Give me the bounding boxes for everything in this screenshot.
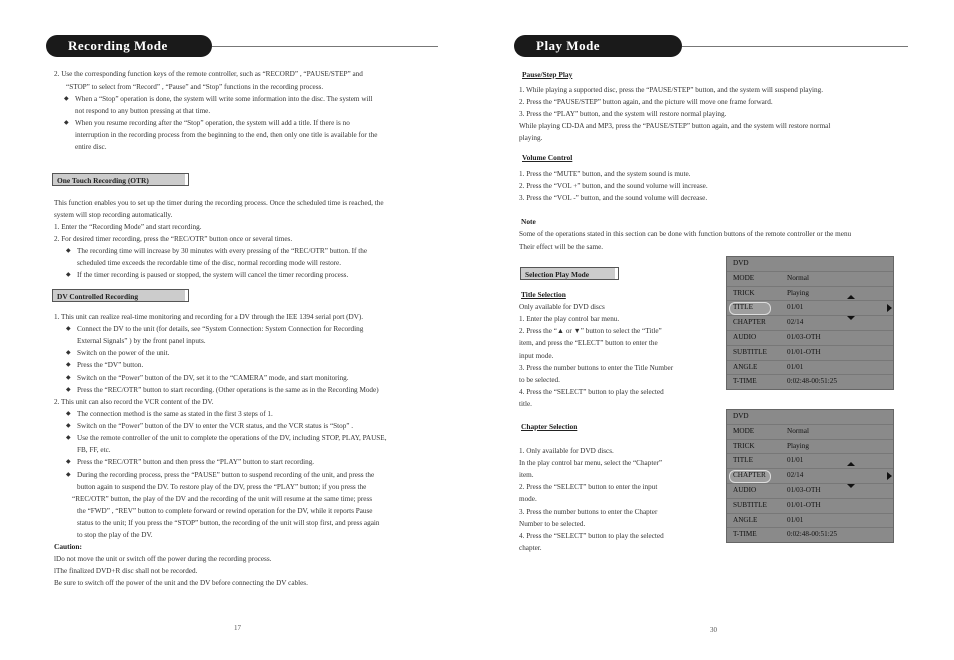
selection-heading: Selection Play Mode xyxy=(525,270,590,279)
para-line: 2. Use the corresponding function keys of the remote controller, such as “RECORD” , “PAUSE/STEP” and xyxy=(54,70,363,78)
para-line: 2. Press the “PAUSE/STEP” button again, and the picture will move one frame forward. xyxy=(519,98,773,106)
osd-row: DVD xyxy=(727,410,893,425)
para-line: Only available for DVD discs xyxy=(519,303,605,311)
right-arrow-icon xyxy=(887,304,892,312)
para-line: button again to suspend the DV. To restore play of the DV, press the “PLAY” button; if you press the xyxy=(77,483,367,491)
para-line: input mode. xyxy=(519,352,554,360)
para-line: 1. Enter the play control bar menu. xyxy=(519,315,620,323)
para-line: 1. Press the “MUTE” button, and the system sound is mute. xyxy=(519,170,691,178)
bullet-line: ◆ Press the “REC/OTR” button and then press the “PLAY” button to start recording. xyxy=(77,457,314,467)
otr-heading-box xyxy=(52,173,189,186)
para-line: chapter. xyxy=(519,544,542,552)
para-line: 3. Press the number buttons to enter the Chapter xyxy=(519,508,658,516)
para-line: item. xyxy=(519,471,534,479)
title-rule xyxy=(682,46,908,47)
para-line: entire disc. xyxy=(75,143,107,151)
osd-row: MODE Normal xyxy=(727,272,893,287)
para-line: External Signals” ) by the front panel inputs. xyxy=(77,337,206,345)
bullet-line: ◆ Switch on the “Power” button of the DV to enter the VCR status, and the VCR status is “Stop” . xyxy=(77,421,353,431)
caution-line: Be sure to switch off the power of the unit and the DV before connecting the DV cables. xyxy=(54,579,308,587)
para-line: to be selected. xyxy=(519,376,560,384)
down-arrow-icon xyxy=(847,316,855,320)
para-line: “REC/OTR” button, the play of the DV and the recording of the unit will resume at the same time; press xyxy=(72,495,373,503)
osd-row: ANGLE 01/01 xyxy=(727,514,893,529)
pause-heading: Pause/Step Play xyxy=(522,70,573,79)
para-line: 1. Enter the “Recording Mode” and start recording. xyxy=(54,223,202,231)
page-number: 17 xyxy=(234,624,241,632)
para-line: playing. xyxy=(519,134,543,142)
osd-row: AUDIO 01/03-OTH xyxy=(727,331,893,346)
page-title: Recording Mode xyxy=(68,38,168,53)
para-line: 2. Press the “SELECT” button to enter the input xyxy=(519,483,658,491)
bullet-line: ◆ Switch on the power of the unit. xyxy=(77,348,169,358)
para-line: not respond to any button pressing at that time. xyxy=(75,107,211,115)
osd-row: TRICK Playing xyxy=(727,287,893,302)
para-line: 3. Press the “PLAY” button, and the system will restore normal playing. xyxy=(519,110,727,118)
para-line: 2. For desired timer recording, press the “REC/OTR” button once or several times. xyxy=(54,235,293,243)
right-arrow-icon xyxy=(887,472,892,480)
para-line: 4. Press the “SELECT” button to play the selected xyxy=(519,532,664,540)
osd-row-selected[interactable]: TITLE 01/01 xyxy=(727,301,893,316)
osd-panel-chapter-selection xyxy=(726,409,894,543)
bullet-line: ◆ During the recording process, press the “PAUSE” button to suspend recording of the unit, and press the xyxy=(77,470,374,480)
para-line: This function enables you to set up the timer during the recording process. Once the scheduled time is reached, the xyxy=(54,199,384,207)
para-line: FB, FF, etc. xyxy=(77,446,111,454)
bullet-line: ◆ When a “Stop” operation is done, the system will write some information into the disc. The system will xyxy=(75,94,373,104)
osd-row: SUBTITLE 01/01-OTH xyxy=(727,346,893,361)
para-line: 2. Press the “VOL +” button, and the sound volume will increase. xyxy=(519,182,708,190)
dv-heading: DV Controlled Recording xyxy=(57,292,139,301)
para-line: Number to be selected. xyxy=(519,520,586,528)
bullet-line: ◆ The recording time will increase by 30 minutes with every pressing of the “REC/OTR” button. If the xyxy=(77,246,367,256)
para-line: 3. Press the “VOL -” button, and the sound volume will decrease. xyxy=(519,194,708,202)
para-line: to stop the play of the DV. xyxy=(77,531,153,539)
osd-row: TRICK Playing xyxy=(727,440,893,455)
osd-row: DVD xyxy=(727,257,893,272)
osd-row: TITLE 01/01 xyxy=(727,454,893,469)
para-line: mode. xyxy=(519,495,537,503)
para-line: “STOP” to select from “Record” , “Pause” and “Stop” functions in the recording process. xyxy=(66,83,324,91)
bullet-line: ◆ Use the remote controller of the unit to complete the operations of the DV, including STOP, PLAY, PAUSE, xyxy=(77,433,387,443)
para-line: 2. This unit can also record the VCR content of the DV. xyxy=(54,398,214,406)
up-arrow-icon xyxy=(847,295,855,299)
bullet-line: ◆ Press the “REC/OTR” button to start recording. (Other operations is the same as in the Recording Mode) xyxy=(77,385,379,395)
para-line: Some of the operations stated in this section can be done with function buttons of the remote controller or the menu xyxy=(519,230,852,238)
osd-row: AUDIO 01/03-OTH xyxy=(727,484,893,499)
caution-heading: Caution: xyxy=(54,542,82,551)
up-arrow-icon xyxy=(847,462,855,466)
osd-row: T-TIME 0:02:48-00:51:25 xyxy=(733,530,837,539)
osd-row: ANGLE 01/01 xyxy=(727,361,893,376)
osd-row: CHAPTER 02/14 xyxy=(727,316,893,331)
bullet-line: ◆ Press the “DV” button. xyxy=(77,360,143,370)
para-line: title. xyxy=(519,400,532,408)
para-line: While playing CD-DA and MP3, press the “PAUSE/STEP” button again, and the system will restore normal xyxy=(519,122,831,130)
para-line: 1. While playing a supported disc, press the “PAUSE/STEP” button, and the system will suspend playing. xyxy=(519,86,824,94)
bullet-line: ◆ Connect the DV to the unit (for details, see “System Connection: System Connection for Recording xyxy=(77,324,363,334)
chapter-selection-heading: Chapter Selection xyxy=(521,422,578,431)
para-line: Their effect will be the same. xyxy=(519,243,604,251)
bullet-line: ◆ Switch on the “Power” button of the DV, set it to the “CAMERA” mode, and start monitoring. xyxy=(77,373,349,383)
page-number: 30 xyxy=(710,626,717,634)
para-line: interruption in the recording process from the beginning to the end, then only one title is available for the xyxy=(75,131,378,139)
recording-mode-banner xyxy=(46,35,212,57)
bullet-line: ◆ When you resume recording after the “Stop” operation, the system will add a title. If there is no xyxy=(75,118,350,128)
dv-heading-box xyxy=(52,289,189,302)
caution-line: lDo not move the unit or switch off the power during the recording process. xyxy=(54,555,272,563)
title-rule xyxy=(212,46,438,47)
play-mode-banner xyxy=(514,35,682,57)
otr-heading: One Touch Recording (OTR) xyxy=(57,176,149,185)
para-line: 4. Press the “SELECT” button to play the selected xyxy=(519,388,664,396)
caution-line: lThe finalized DVD+R disc shall not be recorded. xyxy=(54,567,198,575)
osd-panel-title-selection xyxy=(726,256,894,390)
osd-row-selected[interactable]: CHAPTER 02/14 xyxy=(727,469,893,484)
para-line: status to the unit; If you press the “STOP” button, the recording of the unit will stop first, and press again xyxy=(77,519,380,527)
para-line: item, and press the “ELECT” button to enter the xyxy=(519,339,658,347)
osd-row: SUBTITLE 01/01-OTH xyxy=(727,499,893,514)
down-arrow-icon xyxy=(847,484,855,488)
para-line: scheduled time exceeds the recordable time of the disc, normal recording mode will restore. xyxy=(77,259,342,267)
volume-heading: Volume Control xyxy=(522,153,573,162)
para-line: 3. Press the number buttons to enter the Title Number xyxy=(519,364,674,372)
note-heading: Note xyxy=(521,217,536,226)
osd-row: T-TIME 0:02:48-00:51:25 xyxy=(733,377,837,386)
para-line: the “FWD” , “REV” button to complete forward or rewind operation for the DV, while it reports Pause xyxy=(77,507,373,515)
para-line: system will stop recording automatically. xyxy=(54,211,173,219)
bullet-line: ◆ The connection method is the same as stated in the first 3 steps of 1. xyxy=(77,409,273,419)
selection-heading-box xyxy=(520,267,619,280)
page-title: Play Mode xyxy=(536,38,601,53)
bullet-line: ◆ If the timer recording is paused or stopped, the system will cancel the timer recording process. xyxy=(77,270,348,280)
para-line: 2. Press the “▲ or ▼” button to select the “Title” xyxy=(519,327,662,335)
para-line: 1. This unit can realize real-time monitoring and recording for a DV through the IEE 1394 serial port (DV). xyxy=(54,313,364,321)
osd-row: MODE Normal xyxy=(727,425,893,440)
title-selection-heading: Title Selection xyxy=(521,290,566,299)
para-line: 1. Only available for DVD discs. xyxy=(519,447,614,455)
para-line: In the play control bar menu, select the “Chapter” xyxy=(519,459,663,467)
